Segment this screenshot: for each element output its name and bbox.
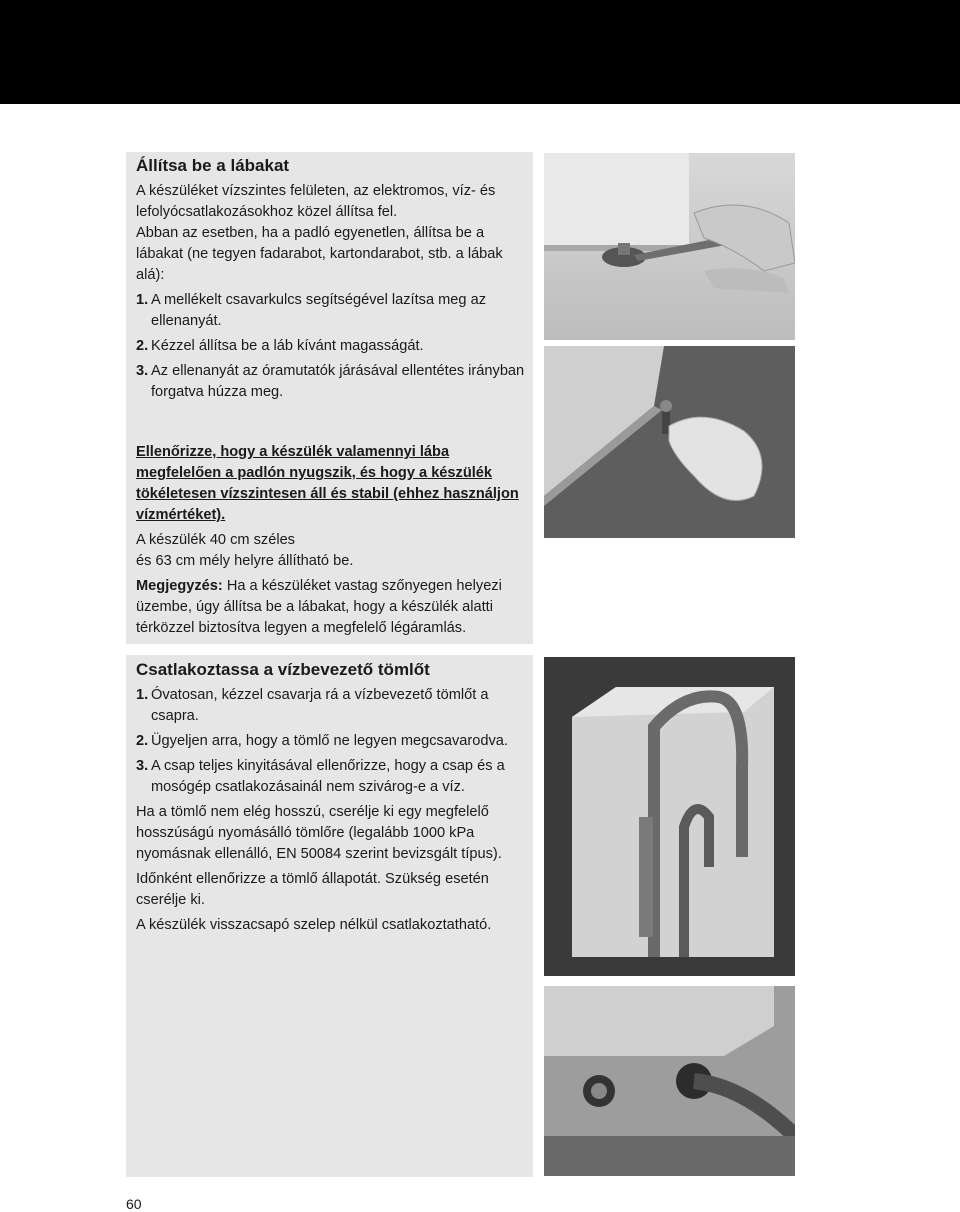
note-text: Ha a készüléket vastag szőnyegen helyezi üzembe, úgy állítsa be a lábakat, hogy a készülék alatti térközzel biztosítva legyen a megfelelő légáramlás. bbox=[136, 578, 502, 636]
intro-paragraph-2: Abban az esetben, ha a padló egyenetlen, állítsa be a lábakat (ne tegyen fadarabot, kartondarabot, stb. a lábak alá): bbox=[136, 225, 503, 283]
step-item: 3. A csap teljes kinyitásával ellenőrizze, hogy a csap és a mosógép csatlakozásainál nem szivárog-e a víz. bbox=[136, 758, 505, 795]
step-item: 1. Óvatosan, kézzel csavarja rá a vízbevezető tömlőt a csapra. bbox=[136, 687, 489, 724]
intro-paragraph: A készüléket vízszintes felületen, az elektromos, víz- és lefolyócsatlakozásokhoz közel állítsa fel. bbox=[136, 183, 496, 220]
section-feet-text bbox=[136, 155, 530, 403]
page-number: 60 bbox=[126, 1196, 142, 1212]
photo-hand-adjusting-foot bbox=[544, 346, 795, 538]
step-item: 3. Az ellenanyát az óramutatók járásával ellentétes irányban forgatva húzza meg. bbox=[136, 363, 525, 400]
section-hose-text bbox=[136, 659, 530, 936]
hose-paragraph: Ha a tömlő nem elég hosszú, cserélje ki egy megfelelő hosszúságú nyomásálló tömlőre (legalább 1000 kPa nyomásnak ellenálló, EN 50084 szerint bevizsgált típus). bbox=[136, 804, 502, 862]
step-item: 2. Ügyeljen arra, hogy a tömlő ne legyen megcsavarodva. bbox=[136, 733, 508, 749]
warning-text: Ellenőrizze, hogy a készülék valamennyi lába megfelelően a padlón nyugszik, és hogy a készülék tökéletesen vízszintesen áll és stabil (ehhez használjon vízmértéket). bbox=[136, 444, 519, 523]
photo-hose-connection bbox=[544, 986, 795, 1176]
hose-paragraph: Időnként ellenőrizze a tömlő állapotát. Szükség esetén cserélje ki. bbox=[136, 871, 489, 908]
dimensions-line: A készülék 40 cm széles bbox=[136, 532, 295, 548]
photo-machine-back-hose bbox=[544, 657, 795, 976]
note-label: Megjegyzés: bbox=[136, 578, 223, 594]
photo-wrench-foot bbox=[544, 153, 795, 340]
hose-paragraph: A készülék visszacsapó szelep nélkül csatlakoztatható. bbox=[136, 917, 492, 933]
section-title-feet: Állítsa be a lábakat bbox=[136, 156, 290, 175]
section-feet-warning bbox=[136, 442, 530, 639]
step-item: 1. A mellékelt csavarkulcs segítségével lazítsa meg az ellenanyát. bbox=[136, 292, 486, 329]
step-item: 2. Kézzel állítsa be a láb kívánt magasságát. bbox=[136, 338, 424, 354]
header-bar bbox=[0, 0, 960, 104]
dimensions-line: és 63 cm mély helyre állítható be. bbox=[136, 553, 354, 569]
section-title-hose: Csatlakoztassa a vízbevezető tömlőt bbox=[136, 660, 430, 679]
note-paragraph bbox=[136, 576, 530, 639]
